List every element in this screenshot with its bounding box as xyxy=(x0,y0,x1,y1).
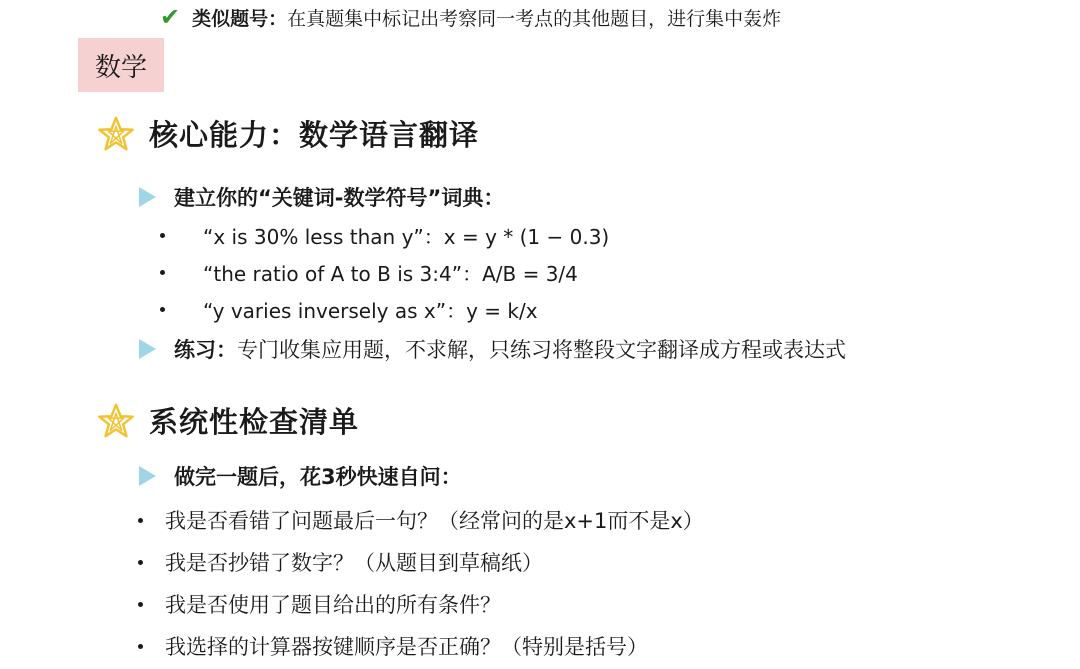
star-icon xyxy=(97,115,135,153)
math-item-text: “y varies inversely as x”：y = k/x xyxy=(203,299,538,323)
checklist-item-text: 我是否看错了问题最后一句？（经常问的是x+1而不是x） xyxy=(165,509,704,533)
list-item xyxy=(160,221,609,250)
bullet-dot xyxy=(160,307,165,312)
dictionary-heading xyxy=(139,182,504,212)
practice-label: 练习： xyxy=(174,338,237,362)
list-item xyxy=(160,258,578,287)
subject-tag: 数学 xyxy=(78,38,164,92)
top-line xyxy=(160,0,781,34)
practice-line xyxy=(139,334,846,364)
section-heading-checklist xyxy=(97,400,359,441)
checklist-item-text: 我是否抄错了数字？（从题目到草稿纸） xyxy=(165,551,543,575)
checklist-item-text: 我选择的计算器按键顺序是否正确？（特别是括号） xyxy=(165,635,648,659)
bullet-dot xyxy=(138,560,143,565)
bullet-dot xyxy=(138,518,143,523)
star-icon xyxy=(97,402,135,440)
section-title: 系统性检查清单 xyxy=(149,405,360,439)
practice-text: 专门收集应用题，不求解，只练习将整段文字翻译成方程或表达式 xyxy=(237,338,846,362)
list-item xyxy=(138,547,543,577)
top-line-label: 类似题号： xyxy=(192,7,288,30)
dictionary-heading-text: 建立你的“关键词-数学符号”词典： xyxy=(174,186,505,210)
checklist-heading xyxy=(139,461,462,491)
top-line-text: 在真题集中标记出考察同一考点的其他题目，进行集中轰炸 xyxy=(287,7,782,30)
math-item-text: “x is 30% less than y”：x = y * (1 − 0.3) xyxy=(203,225,610,249)
triangle-bullet-icon xyxy=(139,187,156,207)
checklist-heading-text: 做完一题后，花3秒快速自问： xyxy=(174,465,462,489)
list-item xyxy=(138,631,648,661)
list-item xyxy=(160,295,538,324)
triangle-bullet-icon xyxy=(139,339,156,359)
list-item xyxy=(138,589,501,619)
bullet-dot xyxy=(160,233,165,238)
list-item xyxy=(138,505,704,535)
math-item-text: “the ratio of A to B is 3:4”：A/B = 3/4 xyxy=(203,262,578,286)
bullet-dot xyxy=(160,270,165,275)
check-icon: ✔ xyxy=(160,3,181,31)
bullet-dot xyxy=(138,644,143,649)
checklist-item-text: 我是否使用了题目给出的所有条件？ xyxy=(165,593,501,617)
bullet-dot xyxy=(138,602,143,607)
section-heading-core-ability xyxy=(97,113,479,154)
section-title: 核心能力：数学语言翻译 xyxy=(149,118,480,152)
triangle-bullet-icon xyxy=(139,466,156,486)
